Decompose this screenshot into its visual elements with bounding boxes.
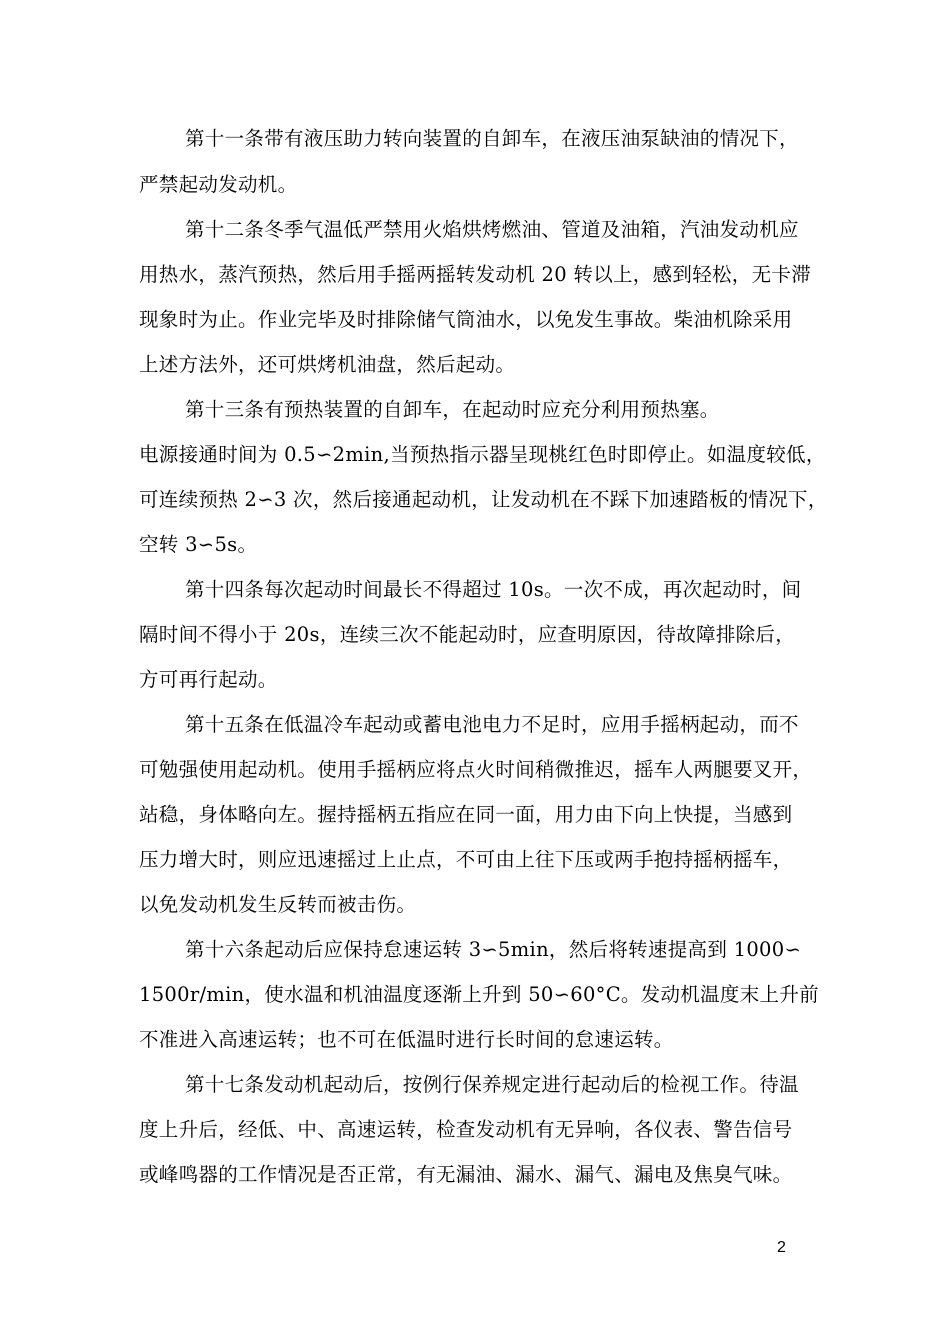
article-16-line-2: 1500r/min，使水温和机油温度逐渐上升到 50∽60°C。发动机温度末上升前 <box>139 983 819 1006</box>
article-12-line-3: 现象时为止。作业完毕及时排除储气筒油水，以免发生事故。柴油机除采用 <box>139 308 793 331</box>
article-15-line-3: 站稳，身体略向左。握持摇柄五指应在同一面，用力由下向上快提，当感到 <box>139 803 793 826</box>
article-13-line-2: 电源接通时间为 0.5∽2min,当预热指示器呈现桃红色时即停止。如温度较低， <box>139 443 826 466</box>
page-number: 2 <box>777 1239 786 1256</box>
article-13-line-1: 第十三条有预热装置的自卸车，在起动时应充分利用预热塞。 <box>185 398 720 421</box>
article-13-line-4: 空转 3∽5s。 <box>139 533 258 556</box>
article-15-line-1: 第十五条在低温冷车起动或蓄电池电力不足时，应用手摇柄起动，而不 <box>185 713 799 736</box>
article-14-line-2: 隔时间不得小于 20s，连续三次不能起动时，应查明原因，待故障排除后， <box>139 623 796 646</box>
article-17-line-1: 第十七条发动机起动后，按例行保养规定进行起动后的检视工作。待温 <box>185 1073 799 1096</box>
article-16-line-3: 不准进入高速运转；也不可在低温时进行长时间的怠速运转。 <box>139 1028 674 1051</box>
article-17-line-2: 度上升后，经低、中、高速运转，检查发动机有无异响，各仪表、警告信号 <box>139 1118 793 1141</box>
article-12-line-2: 用热水，蒸汽预热，然后用手摇两摇转发动机 20 转以上，感到轻松，无卡滞 <box>139 263 812 286</box>
article-11-line-2: 严禁起动发动机。 <box>139 173 298 196</box>
article-14-line-3: 方可再行起动。 <box>139 668 278 691</box>
article-11-line-1: 第十一条带有液压助力转向装置的自卸车，在液压油泵缺油的情况下， <box>185 127 799 150</box>
article-12-line-4: 上述方法外，还可烘烤机油盘，然后起动。 <box>139 353 516 376</box>
article-13-line-3: 可连续预热 2∽3 次，然后接通起动机，让发动机在不踩下加速踏板的情况下， <box>139 488 828 511</box>
article-14-line-1: 第十四条每次起动时间最长不得超过 10s。一次不成，再次起动时，间 <box>185 578 802 601</box>
article-12-line-1: 第十二条冬季气温低严禁用火焰烘烤燃油、管道及油箱，汽油发动机应 <box>185 218 799 241</box>
article-15-line-4: 压力增大时，则应迅速摇过上止点，不可由上往下压或两手抱持摇柄摇车， <box>139 848 793 871</box>
article-15-line-2: 可勉强使用起动机。使用手摇柄应将点火时间稍微推迟，摇车人两腿要叉开， <box>139 758 813 781</box>
article-17-line-3: 或峰鸣器的工作情况是否正常，有无漏油、漏水、漏气、漏电及焦臭气味。 <box>139 1163 793 1186</box>
article-16-line-1: 第十六条起动后应保持怠速运转 3∽5min，然后将转速提高到 1000∽ <box>185 938 802 961</box>
article-15-line-5: 以免发动机发生反转而被击伤。 <box>139 893 417 916</box>
